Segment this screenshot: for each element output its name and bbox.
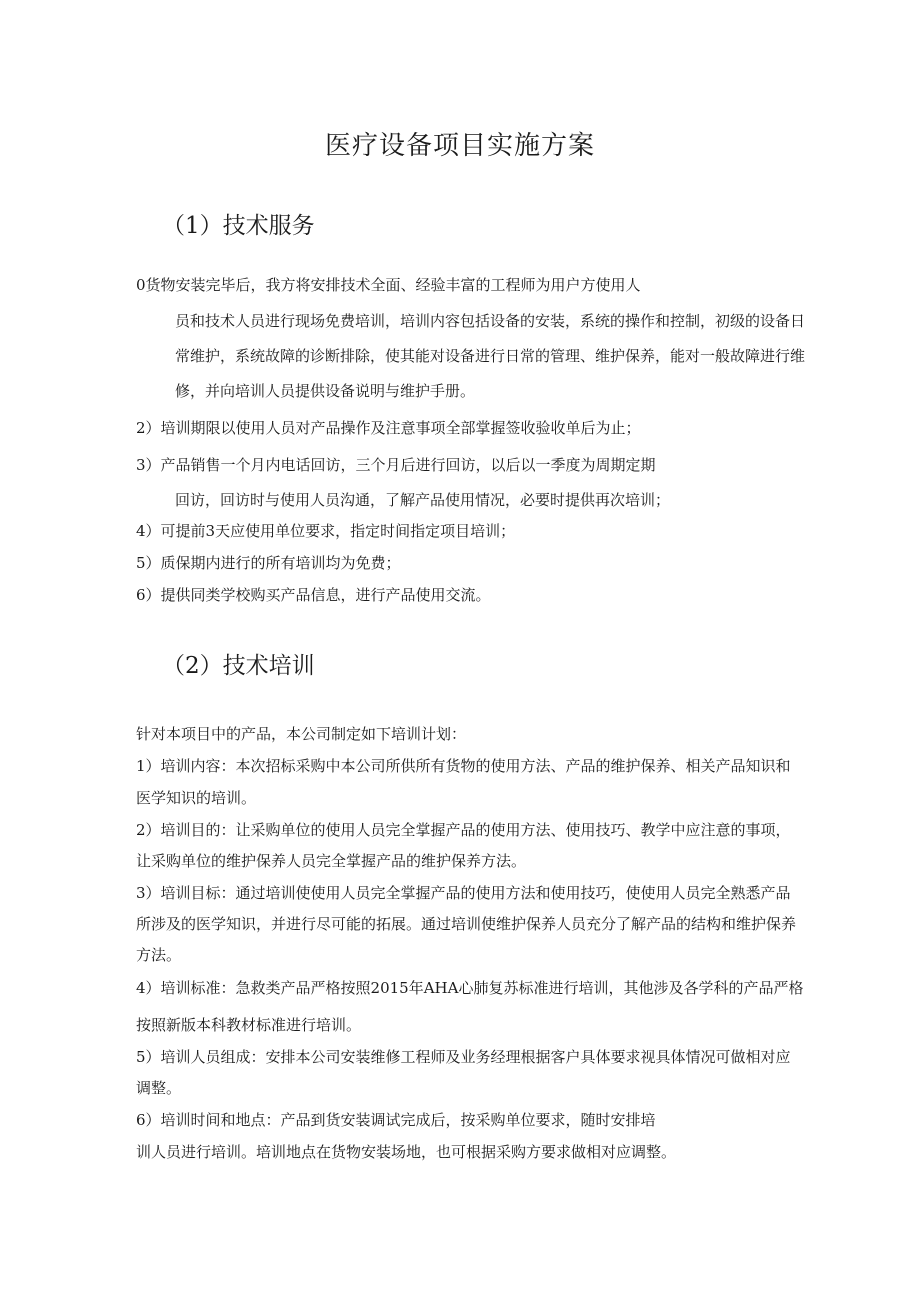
paragraph-line: 2）培训期限以使用人员对产品操作及注意事项全部掌握签收验收单后为止； [136, 419, 641, 437]
paragraph-line: 按照新版本科教材标准进行培训。 [136, 1016, 362, 1034]
section-heading-technical-training: （2）技术培训 [162, 653, 315, 679]
paragraph-line: 训人员进行培训。培训地点在货物安装场地，也可根据采购方要求做相对应调整。 [136, 1143, 677, 1161]
paragraph-line: 让采购单位的维护保养人员完全掌握产品的维护保养方法。 [136, 852, 527, 870]
paragraph-line: 调整。 [136, 1079, 182, 1097]
paragraph-line: 方法。 [136, 946, 182, 964]
paragraph-line: 医学知识的培训。 [136, 789, 257, 807]
paragraph-line: 针对本项目中的产品，本公司制定如下培训计划： [136, 725, 467, 743]
paragraph-line: 修，并向培训人员提供设备说明与维护手册。 [175, 382, 476, 400]
paragraph-line: 0货物安装完毕后，我方将安排技术全面、经验丰富的工程师为用户方使用人 [136, 276, 641, 294]
paragraph-line: 4）培训标准：急救类产品严格按照2015年AHA心肺复苏标准进行培训，其他涉及各学科的产品严格 [136, 979, 804, 997]
paragraph-line: 回访，回访时与使用人员沟通，了解产品使用情况，必要时提供再次培训； [175, 491, 671, 509]
paragraph-line: 员和技术人员进行现场免费培训，培训内容包括设备的安装，系统的操作和控制，初级的设备日 [175, 312, 806, 330]
paragraph-line: 所涉及的医学知识，并进行尽可能的拓展。通过培训使维护保养人员充分了解产品的结构和维护保养 [136, 915, 797, 933]
paragraph-line: 1）培训内容：本次招标采购中本公司所供所有货物的使用方法、产品的维护保养、相关产品知识和 [136, 757, 791, 775]
paragraph-line: 5）质保期内进行的所有培训均为免费； [136, 554, 401, 572]
paragraph-line: 常维护，系统故障的诊断排除，使其能对设备进行日常的管理、维护保养，能对一般故障进行维 [175, 347, 806, 365]
paragraph-line: 5）培训人员组成：安排本公司安装维修工程师及业务经理根据客户具体要求视具体情况可做相对应 [136, 1048, 791, 1066]
paragraph-line: 6）培训时间和地点：产品到货安装调试完成后，按采购单位要求，随时安排培 [136, 1111, 656, 1129]
document-title: 医疗设备项目实施方案 [324, 131, 595, 161]
paragraph-line: 3）产品销售一个月内电话回访，三个月后进行回访，以后以一季度为周期定期 [136, 456, 656, 474]
paragraph-line: 4）可提前3天应使用单位要求，指定时间指定项目培训； [136, 522, 516, 540]
section-heading-technical-service: （1）技术服务 [162, 213, 315, 239]
paragraph-line: 3）培训目标：通过培训使使用人员完全掌握产品的使用方法和使用技巧，使使用人员完全熟悉产品 [136, 884, 791, 902]
paragraph-line: 6）提供同类学校购买产品信息，进行产品使用交流。 [136, 586, 491, 604]
paragraph-line: 2）培训目的：让采购单位的使用人员完全掌握产品的使用方法、使用技巧、教学中应注意的事项， [136, 821, 791, 839]
